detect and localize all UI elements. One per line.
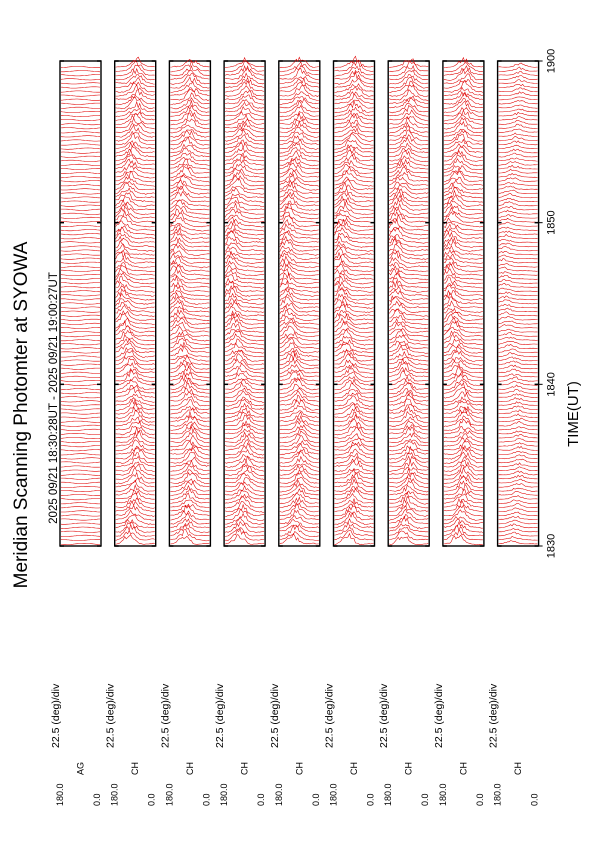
y-max-label: 180.0 [164, 783, 175, 806]
channel-label: CH [513, 762, 524, 775]
scale-label: 22.5 (deg)/div [50, 683, 62, 748]
panel-8 [433, 58, 485, 806]
panel-9 [488, 61, 540, 806]
panel-3 [159, 59, 211, 806]
y-min-label: 0.0 [92, 793, 102, 806]
y-min-label: 0.0 [365, 793, 376, 806]
scale-label: 22.5 (deg)/div [104, 683, 117, 748]
channel-label: CH [184, 762, 195, 775]
channel-label: AG [75, 761, 86, 775]
time-axis [539, 49, 558, 558]
y-max-label: 180.0 [219, 783, 230, 806]
scale-label: 22.5 (deg)/div [432, 683, 445, 748]
scale-label: 22.5 (deg)/div [487, 683, 500, 748]
y-max-label: 180.0 [492, 783, 503, 806]
channel-label: CH [458, 762, 469, 775]
panel-6 [324, 56, 376, 806]
channel-label: CH [349, 762, 359, 775]
panel-7 [378, 59, 430, 806]
y-max-label: 180.0 [328, 783, 339, 806]
y-min-label: 0.0 [256, 793, 267, 806]
y-min-label: 0.0 [474, 793, 485, 806]
channel-label: CH [294, 762, 305, 775]
y-max-label: 180.0 [109, 783, 120, 806]
channel-label: CH [130, 762, 141, 775]
x-tick-label: 1850 [545, 210, 558, 235]
panel-group [50, 56, 540, 806]
panel-5 [269, 57, 321, 806]
x-tick-label: 1830 [545, 533, 558, 559]
y-max-label: 180.0 [383, 783, 394, 806]
panel-frame [334, 61, 375, 546]
y-min-label: 0.0 [146, 793, 157, 806]
panel-frame [279, 61, 320, 546]
x-tick-label: 1900 [545, 48, 558, 74]
x-axis-label: TIME(UT) [565, 381, 582, 447]
scale-label: 22.5 (deg)/div [159, 683, 172, 748]
channel-label: CH [403, 762, 414, 775]
panel-frame [498, 61, 539, 546]
y-max-label: 180.0 [273, 783, 284, 806]
channel-label: CH [239, 762, 250, 775]
panel-2 [105, 57, 157, 806]
y-max-label: 180.0 [437, 783, 448, 806]
panel-4 [214, 58, 266, 806]
chart-title: Meridian Scanning Photomter at SYOWA [11, 241, 32, 589]
y-min-label: 0.0 [420, 793, 431, 806]
y-min-label: 0.0 [310, 793, 321, 806]
y-min-label: 0.0 [529, 793, 540, 806]
y-max-label: 180.0 [55, 783, 65, 806]
scale-label: 22.5 (deg)/div [378, 683, 391, 748]
scale-label: 22.5 (deg)/div [214, 683, 227, 748]
scale-label: 22.5 (deg)/div [323, 683, 336, 748]
scale-label: 22.5 (deg)/div [268, 683, 281, 748]
time-range-subtitle: 2025 09/21 18:30:28UT - 2025 09/21 19:00:27UT [48, 272, 60, 524]
x-tick-label: 1840 [545, 372, 558, 397]
y-min-label: 0.0 [201, 793, 212, 806]
